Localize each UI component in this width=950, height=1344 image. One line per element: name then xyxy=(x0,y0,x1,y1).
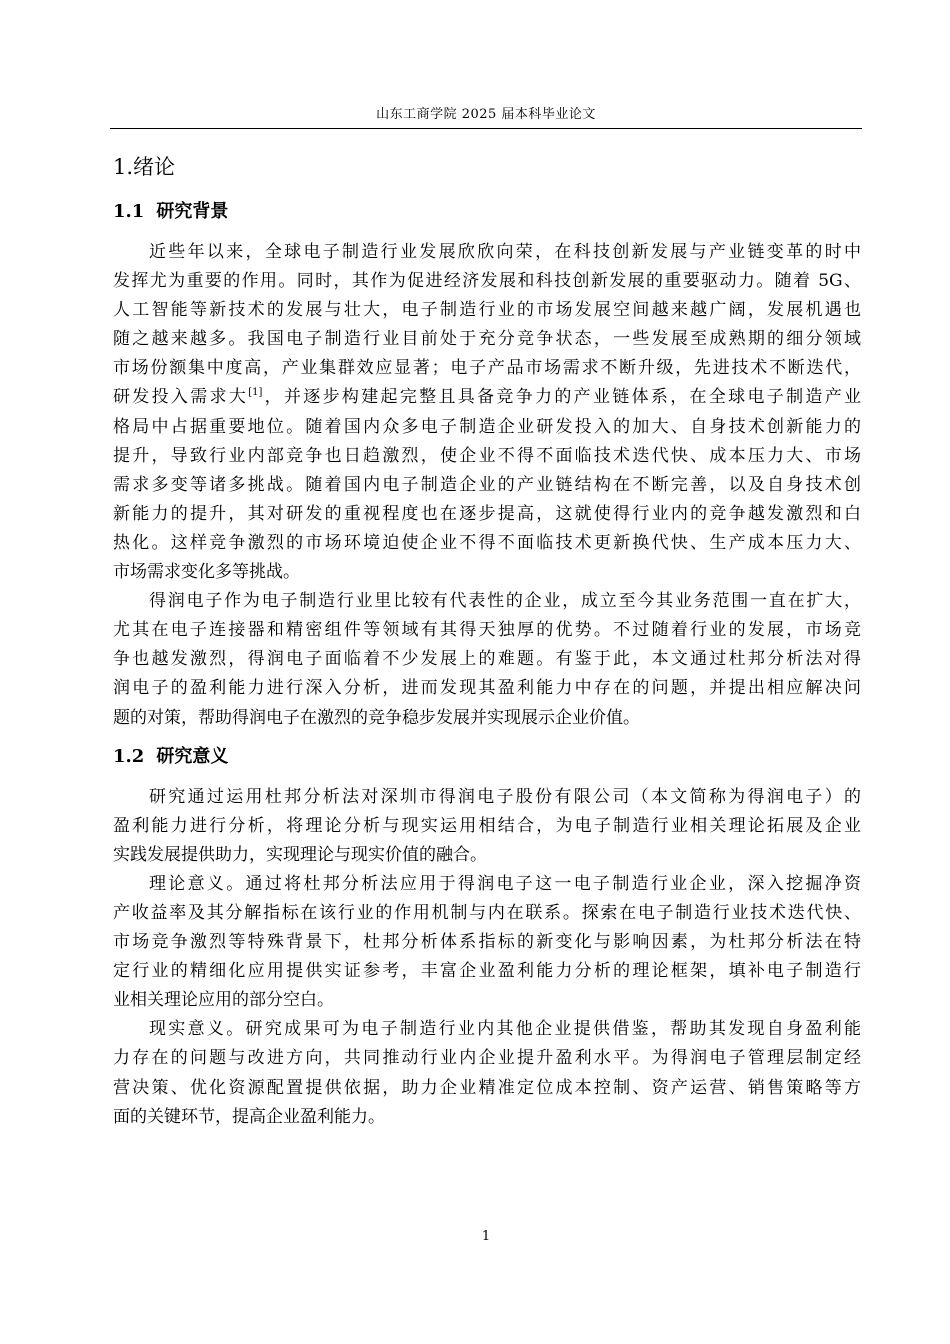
text-line: 研究通过运用杜邦分析法对深圳市得润电子股份有限公司（本文简称为得润电子）的 xyxy=(149,786,861,807)
header-rule xyxy=(110,128,862,129)
section-title-background xyxy=(113,192,861,232)
text-line: 现实意义。研究成果可为电子制造行业内其他企业提供借鉴，帮助其发现自身盈利能 xyxy=(149,1019,861,1040)
text-line: 营决策、优化资源配置提供依据，助力企业精准定位成本控制、资产运营、销售策略等方 xyxy=(113,1077,861,1098)
paragraph-significance-3 xyxy=(113,1015,861,1131)
page-number: 1 xyxy=(481,1229,491,1244)
text-line: 格局中占据重要地位。随着国内众多电子制造企业研发投入的加大、自身技术创新能力的 xyxy=(113,416,861,437)
text-line: 实践发展提供助力，实现理论与现实价值的融合。 xyxy=(113,844,487,865)
text-line: 得润电子作为电子制造行业里比较有代表性的企业，成立至今其业务范围一直在扩大， xyxy=(149,591,861,612)
text-line: 新能力的提升，其对研发的重视程度也在逐步提高，这就使得行业内的竞争越发激烈和白 xyxy=(113,503,861,524)
text-line-with-citation xyxy=(113,383,861,412)
citation-reference[interactable]: [1] xyxy=(248,387,263,399)
section-heading-text: 研究背景 xyxy=(156,201,229,222)
text-line: 市场需求变化多等挑战。 xyxy=(113,562,300,583)
paragraph-background-2 xyxy=(113,587,861,732)
page-content xyxy=(113,146,861,1132)
text-line: 盈利能力进行分析，将理论分析与现实运用相结合，为电子制造行业相关理论拓展及企业 xyxy=(113,815,861,836)
paragraph-significance-1 xyxy=(113,783,861,870)
text-line: 需求多变等诸多挑战。随着国内电子制造企业的产业链结构在不断完善，以及自身技术创 xyxy=(113,474,861,495)
text-line: 热化。这样竞争激烈的市场环境迫使企业不得不面临技术更新换代快、生产成本压力大、 xyxy=(113,532,861,553)
section-heading-text: 研究意义 xyxy=(156,745,229,767)
chapter-title: 1.绪论 xyxy=(113,155,176,179)
text-line: 定行业的精细化应用提供实证参考，丰富企业盈利能力分析的理论框架，填补电子制造行 xyxy=(113,961,861,982)
text-line: 力存在的问题与改进方向，共同推动行业内企业提升盈利水平。为得润电子管理层制定经 xyxy=(113,1048,861,1069)
text-line: 产收益率及其分解指标在该行业的作用机制与内在联系。探索在电子制造行业技术迭代快、 xyxy=(113,902,861,923)
text-line: 市场份额集中度高，产业集群效应显著；电子产品市场需求不断升级，先进技术不断迭代， xyxy=(113,358,861,379)
text-fragment: ，并逐步构建起完整且具备竞争力的产业链体系，在全球电子制造产业 xyxy=(262,387,862,408)
text-line: 发挥尤为重要的作用。同时，其作为促进经济发展和科技创新发展的重要驱动力。随着 5G、 xyxy=(113,271,861,292)
text-line: 面的关键环节，提高企业盈利能力。 xyxy=(113,1106,385,1127)
section-number: 1.1 xyxy=(113,201,145,222)
text-line: 提升，导致行业内部竞争也日趋激烈，使企业不得不面临技术迭代快、成本压力大、市场 xyxy=(113,445,861,466)
section-title-significance xyxy=(113,737,861,777)
text-fragment: 研发投入需求大 xyxy=(113,387,249,408)
text-line: 市场竞争激烈等特殊背景下，杜邦分析体系指标的新变化与影响因素，为杜邦分析法在特 xyxy=(113,932,861,953)
text-line: 近些年以来，全球电子制造行业发展欣欣向荣，在科技创新发展与产业链变革的时中 xyxy=(149,242,861,262)
paragraph-background-1 xyxy=(113,238,861,587)
text-line: 业相关理论应用的部分空白。 xyxy=(113,990,334,1011)
text-line: 人工智能等新技术的发展与壮大，电子制造行业的市场发展空间越来越广阔，发展机遇也 xyxy=(113,300,861,321)
text-line: 理论意义。通过将杜邦分析法应用于得润电子这一电子制造行业企业，深入挖掘净资 xyxy=(149,873,861,894)
text-line: 尤其在电子连接器和精密组件等领域有其得天独厚的优势。不过随着行业的发展，市场竞 xyxy=(113,620,861,641)
running-header: 山东工商学院 2025 届本科毕业论文 xyxy=(376,107,596,122)
section-number: 1.2 xyxy=(113,745,145,767)
paragraph-significance-2 xyxy=(113,870,861,1015)
text-line: 润电子的盈利能力进行深入分析，进而发现其盈利能力中存在的问题，并提出相应解决问 xyxy=(113,678,861,699)
text-line: 随之越来越多。我国电子制造行业目前处于充分竞争状态，一些发展至成熟期的细分领域 xyxy=(113,329,861,350)
text-line: 题的对策，帮助得润电子在激烈的竞争稳步发展并实现展示企业价值。 xyxy=(113,707,640,728)
text-line: 争也越发激烈，得润电子面临着不少发展上的难题。有鉴于此，本文通过杜邦分析法对得 xyxy=(113,649,861,670)
